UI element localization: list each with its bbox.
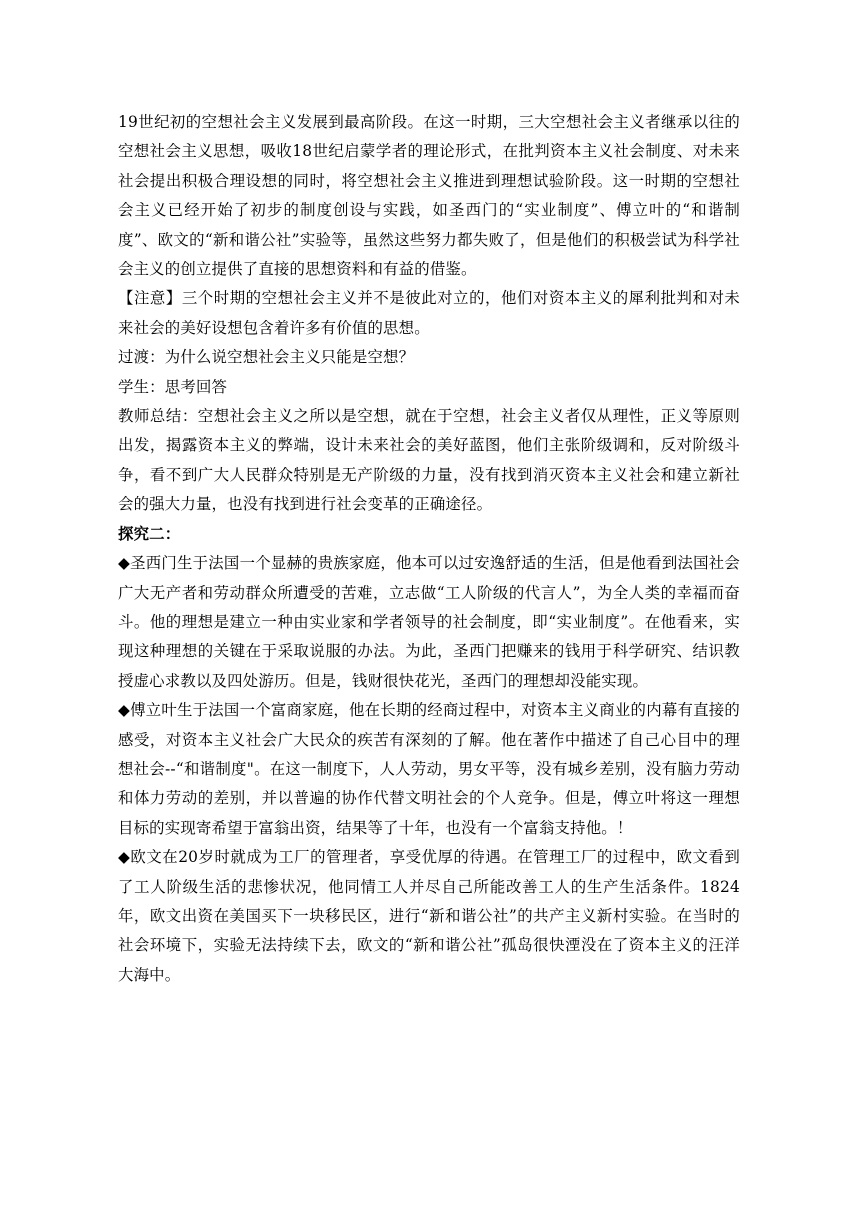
document-page (118, 108, 740, 990)
paragraph-note: 【注意】三个时期的空想社会主义并不是彼此对立的，他们对资本主义的犀利批判和对未来社会的美好设想包含着许多有价值的思想。 (118, 289, 740, 337)
paragraph-transition: 过渡：为什么说空想社会主义只能是空想？ (118, 348, 415, 367)
paragraph-utopian-socialism-peak: 19世纪初的空想社会主义发展到最高阶段。在这一时期，三大空想社会主义者继承以往的空想社会主义思想，吸收18世纪启蒙学者的理论形式，在批判资本主义社会制度、对未来社会提出积极合理设想的同时，将空想社会主义推进到理想试验阶段。这一时期的空想社会主义已经开始了初步的制度创设与实践，如圣西门的“实业制度”、傅立叶的“和谐制度”、欧文的“新和谐公社”实验等，虽然这些努力都失败了，但是他们的积极尝试为科学社会主义的创立提供了直接的思想资料和有益的借鉴。 (118, 113, 740, 279)
paragraph-owen: ◆欧文在20岁时就成为工厂的管理者，享受优厚的待遇。在管理工厂的过程中，欧文看到了工人阶级生活的悲惨状况，他同情工人并尽自己所能改善工人的生产生活条件。1824年，欧文出资在美国买下一块移民区，进行“新和谐公社”的共产主义新村实验。在当时的社会环境下，实验无法持续下去，欧文的“新和谐公社”孤岛很快湮没在了资本主义的汪洋大海中。 (118, 848, 740, 984)
paragraph-saint-simon: ◆圣西门生于法国一个显赫的贵族家庭，他本可以过安逸舒适的生活，但是他看到法国社会广大无产者和劳动群众所遭受的苦难，立志做“工人阶级的代言人”，为全人类的幸福而奋斗。他的理想是建立一种由实业家和学者领导的社会制度，即“实业制度”。在他看来，实现这种理想的关键在于采取说服的办法。为此，圣西门把赚来的钱用于科学研究、结识教授虚心求教以及四处游历。但是，钱财很快花光，圣西门的理想却没能实现。 (118, 554, 740, 690)
paragraph-student: 学生：思考回答 (118, 377, 228, 396)
section-heading-explore-two: 探究二： (118, 524, 181, 543)
paragraph-teacher-summary: 教师总结：空想社会主义之所以是空想，就在于空想，社会主义者仅从理性，正义等原则出发，揭露资本主义的弊端，设计未来社会的美好蓝图，他们主张阶级调和，反对阶级斗争，看不到广大人民群众特别是无产阶级的力量，没有找到消灭资本主义社会和建立新社会的强大力量，也没有找到进行社会变革的正确途径。 (118, 407, 740, 514)
paragraph-fourier: ◆傅立叶生于法国一个富商家庭，他在长期的经商过程中，对资本主义商业的内幕有直接的感受，对资本主义社会广大民众的疾苦有深刻的了解。他在著作中描述了自己心目中的理想社会--“和谐制度"。在这一制度下，人人劳动，男女平等，没有城乡差别，没有脑力劳动和体力劳动的差别，并以普遍的协作代替文明社会的个人竞争。但是，傅立叶将这一理想目标的实现寄希望于富翁出资，结果等了十年，也没有一个富翁支持他。！ (118, 701, 740, 837)
